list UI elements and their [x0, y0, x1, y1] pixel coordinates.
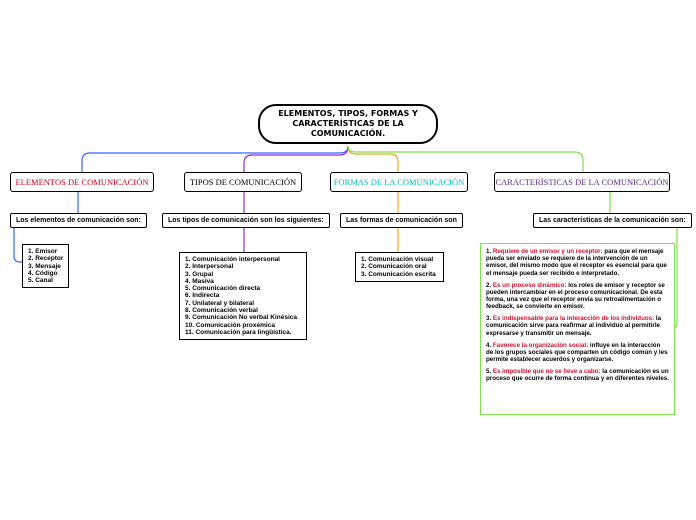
list-item: 3. Grupal: [185, 270, 214, 278]
sub-caracteristicas[interactable]: Las características de la comunicación son:: [533, 213, 692, 228]
list-item: 10. Comunicación proxémica: [185, 321, 275, 329]
characteristic-highlight: Favorece la organización social:: [492, 341, 589, 349]
characteristic-item: 5. Es imposible que no se lleve a cabo: la comunicación es un proceso que ocurre de forma continua y en diferentes niveles.: [486, 368, 669, 383]
list-item: 2. Interpersonal: [185, 263, 234, 271]
characteristic-item: 4. Favorece la organización social: influye en la interacción de los grupos sociales que comparten un código común y les permite establecer acuerdos y organizarse.: [486, 341, 668, 364]
list-item: 8. Comunicación verbal: [185, 307, 258, 315]
characteristic-highlight: Es imposible que no se lleve a cabo:: [492, 368, 601, 376]
list-item: 1. Emisor: [28, 248, 58, 255]
list-item: 9. Comunicación No verbal Kinésica: [185, 314, 297, 322]
root-title-line2: CARACTERÍSTICAS DE LA COMUNICACIÓN.: [292, 119, 404, 138]
root-title-line1: ELEMENTOS, TIPOS, FORMAS Y: [278, 109, 418, 118]
connector-elementos-list: [14, 228, 22, 262]
list-item: 5. Canal: [28, 277, 53, 285]
list-item: 5. Comunicación directa: [185, 285, 261, 293]
list-caracteristicas[interactable]: [480, 243, 675, 415]
list-item: 4. Masiva: [185, 277, 214, 285]
list-tipos[interactable]: [179, 252, 307, 340]
list-item: 3. Comunicación escrita: [361, 270, 436, 278]
root-node[interactable]: [258, 104, 438, 144]
list-formas[interactable]: [355, 252, 444, 282]
list-item: 6. Indirecta: [185, 292, 220, 300]
list-item: 1. Comunicación visual: [361, 256, 434, 263]
connector-root-formas: [348, 146, 398, 172]
list-item: 3. Mensaje: [28, 262, 61, 270]
list-item: 2. Comunicación oral: [361, 263, 427, 271]
connector-root-tipos: [244, 146, 348, 172]
list-elementos[interactable]: [22, 244, 69, 288]
characteristic-item: 2. Es un proceso dinámico: los roles de emisor y receptor se pueden intercambiar en el proceso comunicacional. De esta forma, una vez que el receptor envía su retroalimentación o feedback, se convierte en emisor.: [486, 281, 665, 311]
list-item: 4. Código: [28, 269, 58, 277]
list-item: 2. Receptor: [28, 255, 64, 263]
characteristic-highlight: Requiere de un emisor y un receptor:: [492, 248, 603, 255]
characteristic-highlight: Es indispensable para la interacción de los individuos:: [492, 315, 655, 323]
list-item: 7. Unilateral y bilateral: [185, 299, 255, 307]
sub-formas[interactable]: Las formas de comunicación son: [340, 213, 463, 228]
characteristic-item: 3. Es indispensable para la interacción de los individuos: la comunicación sirve para reafirmar al individuo al permitirle expresarse y transmitir un mensaje.: [486, 315, 662, 337]
characteristic-highlight: Es un proceso dinámico:: [492, 281, 567, 289]
category-tipos[interactable]: TIPOS DE COMUNICACIÓN: [184, 172, 302, 192]
connector-root-caracteristicas: [348, 146, 583, 172]
category-elementos[interactable]: ELEMENTOS DE COMUNICACIÓN: [10, 172, 154, 192]
connector-root-elementos: [82, 146, 348, 172]
characteristic-item: 1. Requiere de un emisor y un receptor: para que el mensaje pueda ser enviado se requiere de la intervención de un emisor, del mismo modo que el receptor es esencial para que el mensaje pueda ser recibido e interpretado.: [486, 248, 667, 277]
sub-elementos[interactable]: Los elementos de comunicación son:: [10, 213, 147, 228]
category-formas[interactable]: FORMAS DE LA COMUNICACIÓN: [330, 172, 468, 192]
list-item: 1. Comunicación interpersonal: [185, 256, 280, 263]
category-caracteristicas[interactable]: CARACTERÍSTICAS DE LA COMUNICACIÓN: [494, 172, 670, 192]
list-item: 11. Comunicación para lingüística.: [185, 328, 292, 336]
sub-tipos[interactable]: Los tipos de comunicación son los siguientes:: [162, 213, 330, 228]
